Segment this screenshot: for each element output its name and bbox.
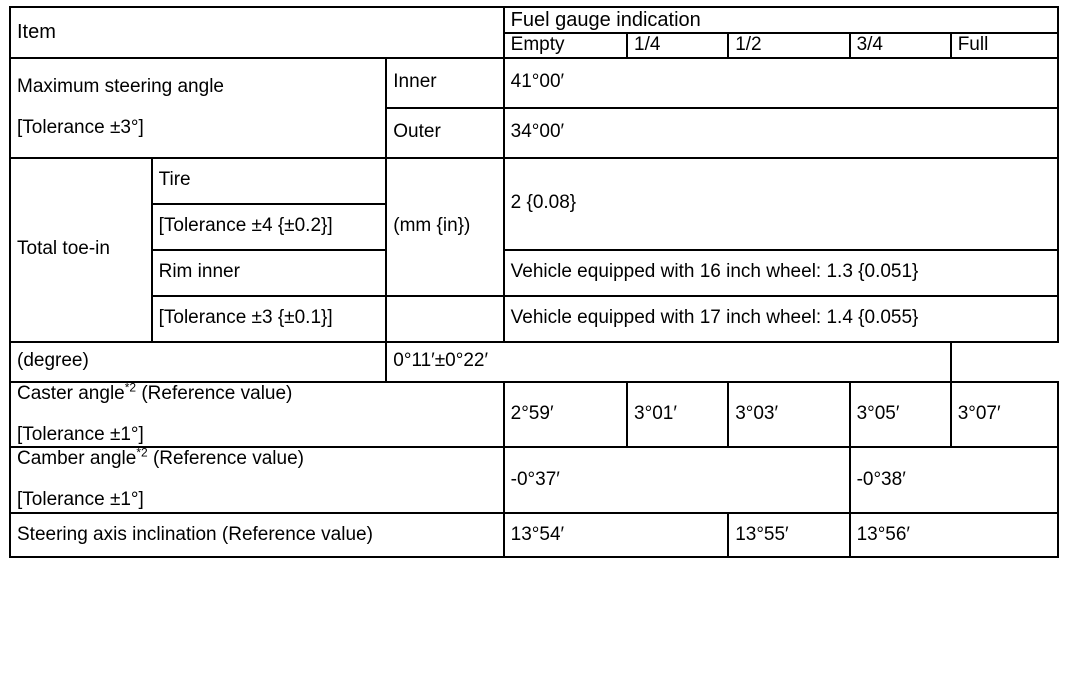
row-total-toe-in-tire	[10, 158, 1058, 204]
caster-angle-value-half: 3°03′	[728, 382, 849, 448]
total-toe-in-label: Total toe-in	[10, 158, 152, 342]
alignment-spec-table	[9, 6, 1059, 558]
camber-angle-title	[17, 448, 497, 471]
row-total-toe-in-rim-tolerance	[10, 296, 1058, 342]
total-toe-in-degree-label: (degree)	[10, 342, 386, 382]
header-item-cell: Item	[10, 7, 504, 58]
max-steering-outer-label: Outer	[386, 108, 503, 158]
caster-angle-reference-text: (Reference value)	[141, 382, 293, 404]
caster-angle-title-text: Caster angle	[17, 382, 125, 404]
table-header-row-1	[10, 7, 1058, 33]
max-steering-angle-title: Maximum steering angle	[17, 76, 224, 97]
row-total-toe-in-degree	[10, 342, 1058, 382]
total-toe-in-rim-value-16: Vehicle equipped with 16 inch wheel: 1.3 {0.051}	[504, 250, 1058, 296]
header-col-quarter: 1/4	[627, 33, 728, 58]
camber-angle-title-text: Camber angle	[17, 448, 137, 470]
camber-angle-tolerance: [Tolerance ±1°]	[17, 489, 144, 511]
total-toe-in-unit: (mm {in})	[386, 158, 503, 296]
caster-angle-footnote-marker: *2	[124, 380, 137, 395]
header-fuel-gauge-cell: Fuel gauge indication	[504, 7, 1058, 33]
camber-angle-reference-text: (Reference value)	[152, 448, 304, 470]
total-toe-in-rim-label: Rim inner	[152, 250, 387, 296]
caster-angle-title	[17, 380, 497, 406]
caster-angle-tolerance: [Tolerance ±1°]	[17, 423, 144, 445]
caster-angle-value-empty: 2°59′	[504, 382, 627, 448]
max-steering-outer-value: 34°00′	[504, 108, 1058, 158]
caster-angle-value-quarter: 3°01′	[627, 382, 728, 448]
total-toe-in-rim-value-17: Vehicle equipped with 17 inch wheel: 1.4 {0.055}	[504, 296, 1058, 342]
steering-axis-value-1: 13°54′	[504, 513, 729, 557]
caster-angle-label	[10, 382, 504, 448]
row-camber-angle	[10, 447, 1058, 513]
row-max-steering-inner	[10, 58, 1058, 108]
total-toe-in-degree-value: 0°11′±0°22′	[386, 342, 950, 382]
caster-angle-value-full: 3°07′	[951, 382, 1058, 448]
camber-angle-footnote-marker: *2	[136, 446, 148, 461]
header-col-half: 1/2	[728, 33, 849, 58]
header-col-three-quarter: 3/4	[850, 33, 951, 58]
max-steering-angle-label	[10, 58, 386, 158]
caster-angle-value-three-quarter: 3°05′	[850, 382, 951, 448]
max-steering-inner-value: 41°00′	[504, 58, 1058, 108]
total-toe-in-tire-tolerance: [Tolerance ±4 {±0.2}]	[152, 204, 387, 250]
total-toe-in-rim-tolerance: [Tolerance ±3 {±0.1}]	[152, 296, 387, 342]
steering-axis-value-3: 13°56′	[850, 513, 1058, 557]
camber-angle-value-right: -0°38′	[850, 447, 1058, 513]
max-steering-angle-tolerance: [Tolerance ±3°]	[17, 116, 144, 138]
steering-axis-value-2: 13°55′	[728, 513, 849, 557]
header-col-empty: Empty	[504, 33, 627, 58]
spec-table-document	[0, 6, 1072, 680]
camber-angle-value-left: -0°37′	[504, 447, 850, 513]
header-col-full: Full	[951, 33, 1058, 58]
total-toe-in-unit-spacer	[386, 296, 503, 342]
steering-axis-inclination-label: Steering axis inclination (Reference value)	[10, 513, 504, 557]
total-toe-in-tire-value: 2 {0.08}	[504, 158, 1058, 250]
total-toe-in-tire-label: Tire	[152, 158, 387, 204]
camber-angle-label	[10, 447, 504, 513]
row-total-toe-in-rim	[10, 250, 1058, 296]
row-steering-axis-inclination	[10, 513, 1058, 557]
max-steering-inner-label: Inner	[386, 58, 503, 108]
row-caster-angle	[10, 382, 1058, 448]
